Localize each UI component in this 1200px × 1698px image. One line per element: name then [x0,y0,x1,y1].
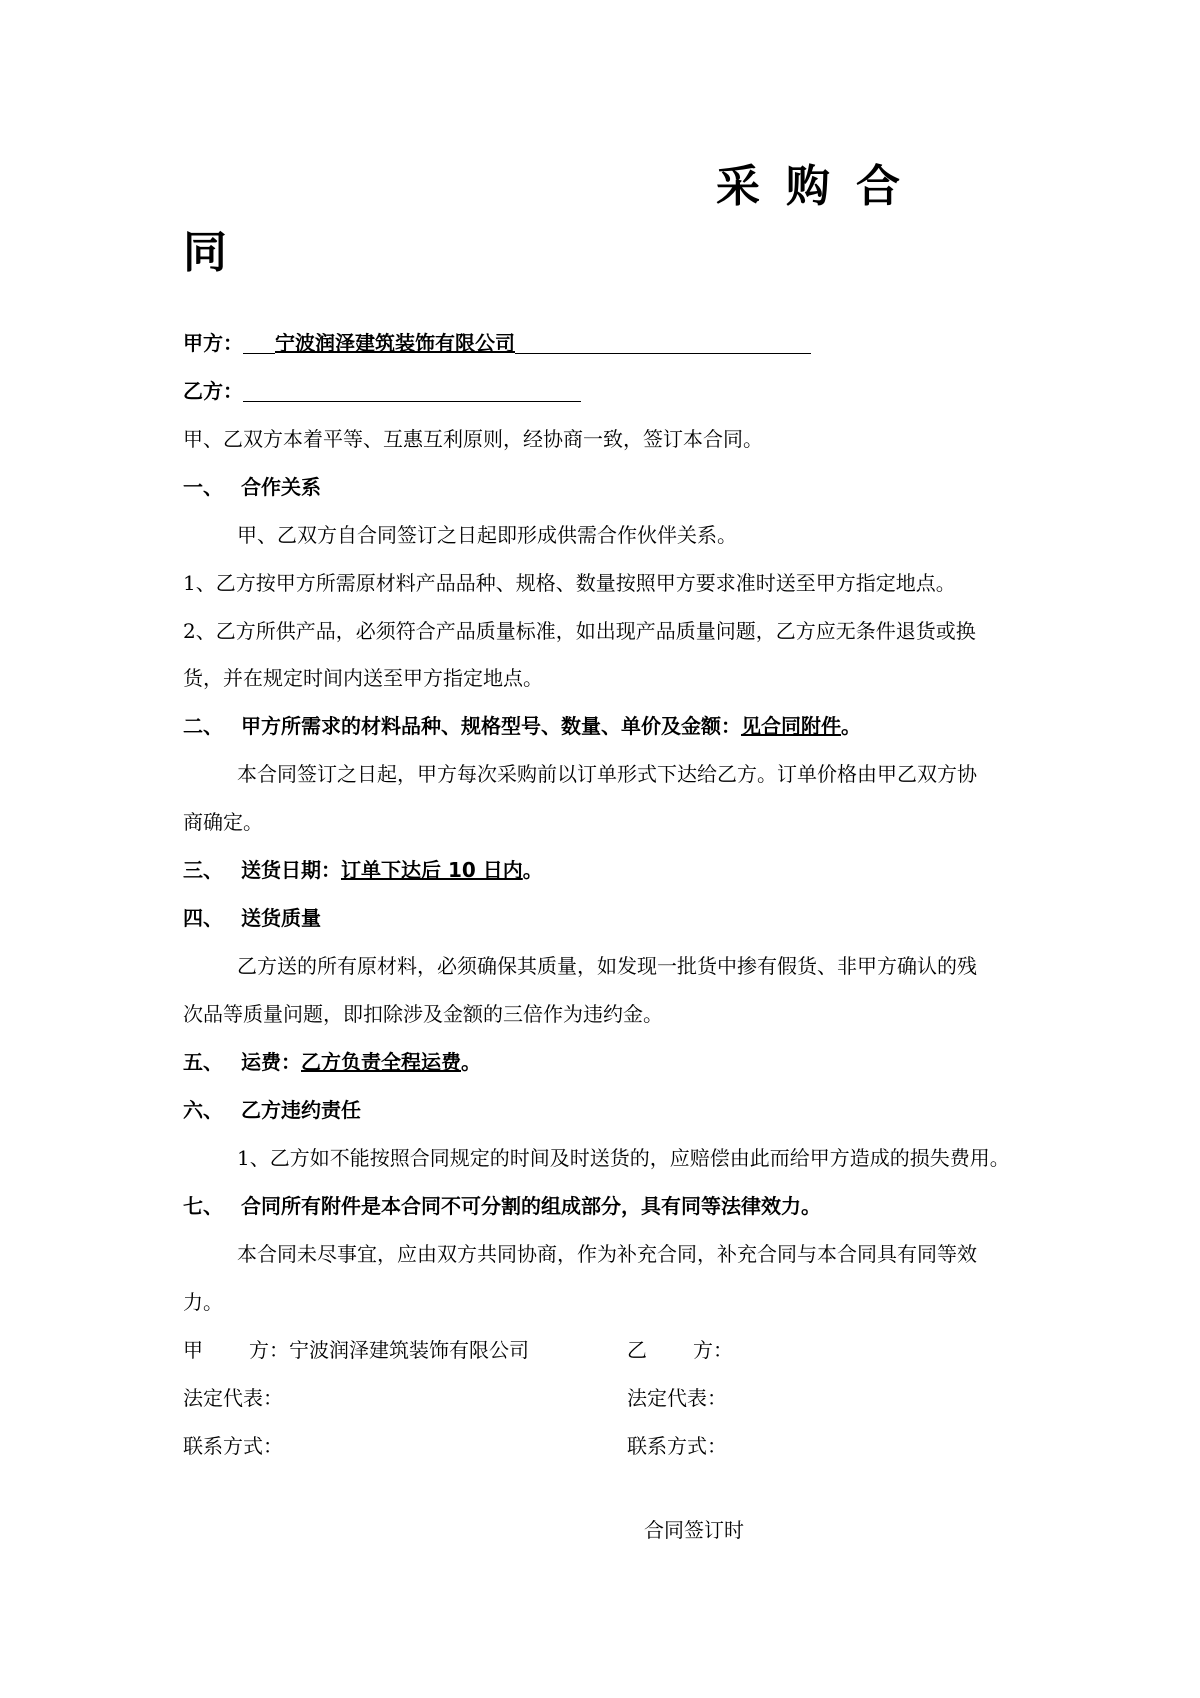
section-4-heading [183,904,321,932]
party-a-name: 宁波润泽建筑装饰有限公司 [275,331,515,355]
signature-party-b-label-1: 乙 [627,1338,647,1362]
signature-party-a-name: 宁波润泽建筑装饰有限公司 [289,1338,529,1362]
signature-rep-a: 法定代表： [183,1386,283,1410]
section-1-paragraph-3-line-1: 2、乙方所供产品，必须符合产品质量标准，如出现产品质量问题，乙方应无条件退货或换 [183,619,976,643]
intro-paragraph: 甲、乙双方本着平等、互惠互利原则，经协商一致，签订本合同。 [183,427,763,451]
signature-contact-a: 联系方式： [183,1434,283,1458]
section-5-title: 运费： [241,1050,301,1074]
section-7-heading [183,1192,821,1220]
signature-party-a-label-1: 甲 [183,1338,203,1362]
contract-title-line-2: 同 [183,227,227,278]
section-1-paragraph-2: 1、乙方按甲方所需原材料产品品种、规格、数量按照甲方要求准时送至甲方指定地点。 [183,571,956,595]
section-5-number: 五、 [183,1050,223,1074]
section-1-title: 合作关系 [241,475,321,499]
section-3-value: 订单下达后 10 日内 [341,858,523,882]
section-7-paragraph-line-1: 本合同未尽事宜，应由双方共同协商，作为补充合同，补充合同与本合同具有同等效 [237,1242,977,1266]
party-b-blank [243,379,581,402]
signature-contact-b: 联系方式： [627,1434,727,1458]
section-1-paragraph-3-line-2: 货，并在规定时间内送至甲方指定地点。 [183,666,543,690]
section-1-number: 一、 [183,475,223,499]
signature-party-a [183,1336,529,1364]
party-a-label: 甲方： [183,331,243,355]
section-4-paragraph-line-1: 乙方送的所有原材料，必须确保其质量，如发现一批货中掺有假货、非甲方确认的残 [237,954,977,978]
section-3-number: 三、 [183,858,223,882]
section-7-paragraph-line-2: 力。 [183,1290,223,1314]
section-6-title: 乙方违约责任 [241,1098,361,1122]
party-a-blank-lead [243,331,275,354]
section-3-title: 送货日期： [241,858,341,882]
signature-party-b-label-2: 方： [693,1338,733,1362]
section-6-heading [183,1096,361,1124]
contract-title-line-1: 采购合 [716,161,926,212]
section-3-end: 。 [522,858,543,882]
signature-party-b [627,1336,733,1364]
section-6-number: 六、 [183,1098,223,1122]
signing-time-label: 合同签订时 [644,1518,744,1542]
section-2-number: 二、 [183,714,223,738]
party-a-row [183,329,811,357]
section-2-end: 。 [841,714,861,738]
section-4-title: 送货质量 [241,906,321,930]
section-5-end: 。 [461,1050,481,1074]
party-b-label: 乙方： [183,379,243,403]
section-4-paragraph-line-2: 次品等质量问题，即扣除涉及金额的三倍作为违约金。 [183,1002,663,1026]
section-5-heading [183,1048,481,1076]
party-b-row [183,377,581,405]
section-2-title: 甲方所需求的材料品种、规格型号、数量、单价及金额： [241,714,741,738]
party-a-blank-tail [515,331,811,354]
section-1-heading [183,473,321,501]
section-2-heading [183,712,861,740]
signature-rep-b: 法定代表： [627,1386,727,1410]
section-1-paragraph-1: 甲、乙双方自合同签订之日起即形成供需合作伙伴关系。 [237,523,737,547]
section-4-number: 四、 [183,906,223,930]
section-5-value: 乙方负责全程运费 [301,1050,461,1074]
section-3-heading [183,856,543,884]
section-7-number: 七、 [183,1194,223,1218]
section-2-paragraph-line-2: 商确定。 [183,810,263,834]
signature-party-a-label-2: 方： [249,1338,289,1362]
section-2-value: 见合同附件 [741,714,841,738]
section-7-title: 合同所有附件是本合同不可分割的组成部分，具有同等法律效力。 [241,1194,821,1218]
section-6-paragraph: 1、乙方如不能按照合同规定的时间及时送货的，应赔偿由此而给甲方造成的损失费用。 [237,1146,1010,1170]
section-2-paragraph-line-1: 本合同签订之日起，甲方每次采购前以订单形式下达给乙方。订单价格由甲乙双方协 [237,762,977,786]
